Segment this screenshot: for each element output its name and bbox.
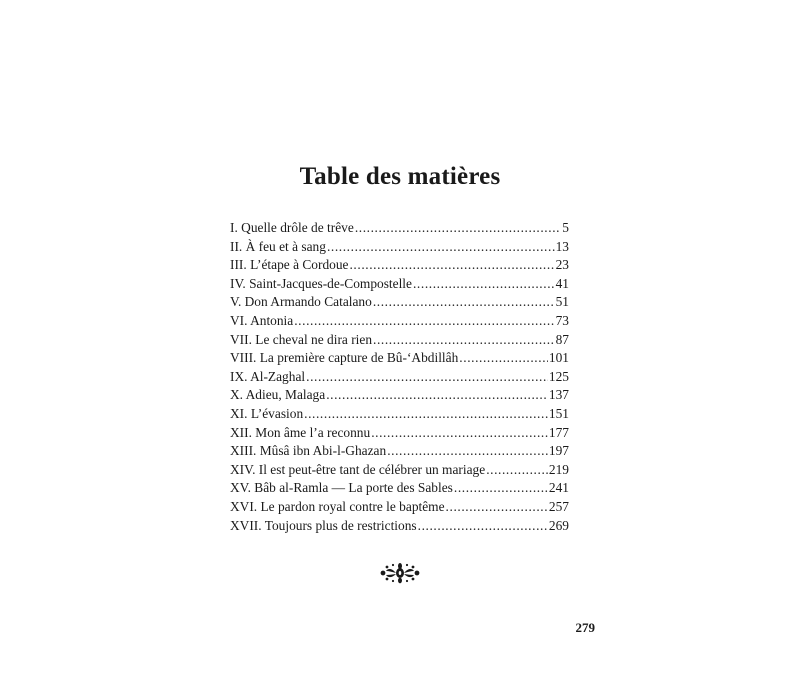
- table-of-contents: [230, 219, 569, 535]
- toc-entry-page: 41: [555, 275, 569, 291]
- toc-leader-dots: [355, 219, 561, 238]
- toc-entry-title: VII. Le cheval ne dira rien: [230, 331, 373, 347]
- toc-entry: [230, 517, 569, 536]
- toc-entry-title: V. Don Armando Catalano: [230, 294, 372, 310]
- toc-entry-title: I. Quelle drôle de trêve: [230, 220, 354, 235]
- toc-entry-title: IX. Al-Zaghal: [230, 368, 306, 384]
- toc-entry-page: 177: [548, 424, 569, 440]
- toc-entry-title: II. À feu et à sang: [230, 238, 326, 254]
- toc-leader-dots: [486, 461, 548, 480]
- toc-leader-dots: [294, 312, 554, 331]
- page-number: 279: [575, 620, 595, 635]
- toc-entry: [230, 331, 569, 350]
- toc-entry-page: 151: [548, 405, 569, 421]
- toc-entry-page: 5: [562, 220, 569, 235]
- toc-entry-title: XIV. Il est peut-être tant de célébrer un mariage: [230, 461, 486, 477]
- toc-leader-dots: [459, 349, 548, 368]
- toc-leader-dots: [413, 275, 555, 294]
- toc-leader-dots: [326, 386, 548, 405]
- toc-entry: [230, 275, 569, 294]
- toc-entry-page: 269: [548, 517, 569, 533]
- toc-entry: [230, 498, 569, 517]
- toc-entry-page: 241: [548, 480, 569, 496]
- toc-leader-dots: [304, 405, 548, 424]
- toc-entry-page: 125: [548, 368, 569, 384]
- toc-entry: [230, 219, 569, 238]
- toc-entry-title: IV. Saint-Jacques-de-Compostelle: [230, 275, 412, 291]
- toc-entry-page: 51: [555, 294, 569, 310]
- toc-entry-page: 87: [555, 331, 569, 347]
- toc-entry: [230, 386, 569, 405]
- toc-entry-title: XVI. Le pardon royal contre le baptême: [230, 498, 445, 514]
- toc-entry: [230, 238, 569, 257]
- toc-entry: [230, 368, 569, 387]
- toc-leader-dots: [327, 238, 555, 257]
- toc-leader-dots: [306, 368, 548, 387]
- toc-entry-page: 73: [555, 312, 569, 328]
- toc-entry-title: XIII. Mûsâ ibn Abi-l-Ghazan: [230, 443, 387, 459]
- toc-leader-dots: [418, 517, 548, 536]
- toc-entry: [230, 312, 569, 331]
- toc-leader-dots: [349, 256, 554, 275]
- toc-leader-dots: [387, 442, 548, 461]
- toc-entry-page: 219: [548, 461, 569, 477]
- toc-entry: [230, 349, 569, 368]
- toc-entry: [230, 424, 569, 443]
- floral-ornament-icon: [379, 562, 421, 584]
- toc-entry: [230, 256, 569, 275]
- toc-leader-dots: [454, 479, 548, 498]
- page-title: Table des matières: [299, 163, 501, 190]
- toc-entry-page: 101: [548, 350, 569, 366]
- toc-entry-title: VIII. La première capture de Bû-‘Abdillâh: [230, 350, 459, 366]
- toc-entry-title: VI. Antonia: [230, 312, 294, 328]
- toc-entry-page: 257: [548, 498, 569, 514]
- toc-entry-page: 23: [555, 257, 569, 273]
- toc-entry-title: X. Adieu, Malaga: [230, 387, 326, 403]
- toc-entry: [230, 479, 569, 498]
- toc-entry: [230, 461, 569, 480]
- toc-entry-title: XV. Bâb al-Ramla — La porte des Sables: [230, 480, 453, 496]
- toc-entry-page: 137: [548, 387, 569, 403]
- toc-entry: [230, 293, 569, 312]
- toc-entry-title: XII. Mon âme l’a reconnu: [230, 424, 371, 440]
- toc-leader-dots: [446, 498, 548, 517]
- toc-entry-page: 197: [548, 443, 569, 459]
- toc-leader-dots: [373, 293, 555, 312]
- toc-entry-title: III. L’étape à Cordoue: [230, 257, 349, 273]
- toc-leader-dots: [371, 424, 548, 443]
- toc-entry-title: XI. L’évasion: [230, 405, 304, 421]
- toc-entry-title: XVII. Toujours plus de restrictions: [230, 517, 417, 533]
- toc-leader-dots: [373, 331, 555, 350]
- toc-entry: [230, 405, 569, 424]
- toc-entry-page: 13: [555, 238, 569, 254]
- toc-entry: [230, 442, 569, 461]
